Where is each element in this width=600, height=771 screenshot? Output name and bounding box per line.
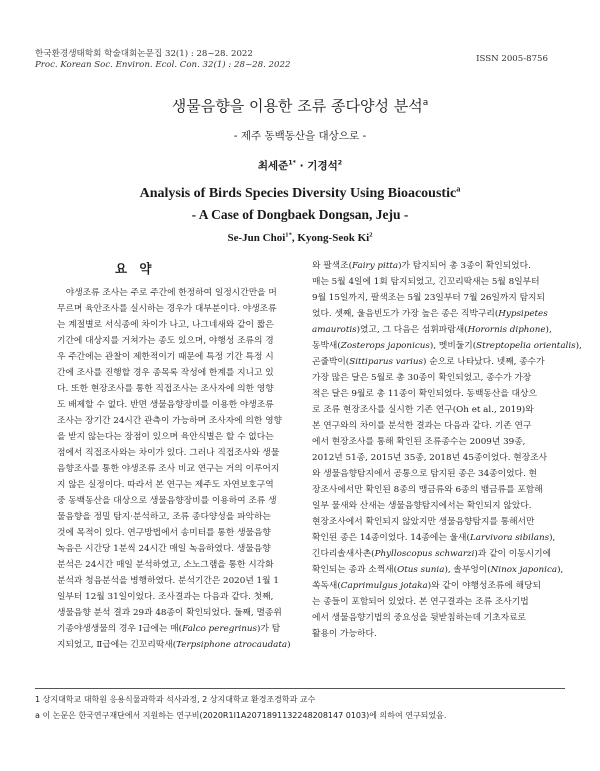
abstract-line: 와 생물음향탐지에서 공통으로 탐지된 종은 34종이었다. 현 xyxy=(312,469,538,479)
subtitle-en: - A Case of Dongbaek Dongsan, Jeju - xyxy=(191,207,409,222)
abstract-line: 로 조류 현장조사를 실시한 기존 연구(Oh et al., 2019)와 xyxy=(312,405,534,415)
abstract-line: 본 연구와의 차이를 분석한 결과는 다음과 같다. 기존 연구 xyxy=(312,421,532,431)
title-en-mark: a xyxy=(456,184,461,194)
abstract-line: 도 배제할 수 없다. 반면 생물음향장비를 이용한 야생조류 xyxy=(57,400,274,410)
journal-header-kr: 한국환경생태학회 학술대회논문집 32(1) : 28~28. 2022 xyxy=(35,49,253,59)
abstract-line: 분석은 24시간 매일 분석하였고, 소노그램을 통한 시각화 xyxy=(57,560,274,570)
abstract-line: 기간에 대상지를 거쳐가는 종도 있으며, 야행성 조류의 경 xyxy=(57,336,274,346)
abstract-line: 곤줄박이(Sittiparus varius) 순으로 나타났다. 넷째, 종수가 xyxy=(312,357,545,367)
abstract-line: 에서 생물음향기법의 중요성을 뒷받침하는데 기초자료로 xyxy=(312,613,526,623)
abstract-line: 가장 많은 달은 5월로 총 30종이 확인되었고, 종수가 가장 xyxy=(312,373,532,383)
abstract-line: 일부 물새와 산새는 생물음향탐지에서는 확인되지 않았다. xyxy=(312,501,532,511)
title-kr-mark: a xyxy=(422,98,429,108)
abstract-line: 확인되는 종과 소쩍새(Otus sunia), 솔부엉이(Ninox japonica), xyxy=(312,565,564,575)
authors-en: Se-Jun Choi$^{1*}$, Kyong-Seok Ki$^2$ xyxy=(227,231,373,244)
issn: ISSN 2005-8756 xyxy=(476,54,548,64)
abstract-line: 조사는 장기간 24시간 관측이 가능하며 조사자에 의한 영향 xyxy=(57,416,283,426)
abstract-line: 지되었고, Ⅱ급에는 긴꼬리딱새(Terpsiphone atrocaudata) xyxy=(57,640,291,650)
title-kr: 생물음향을 이용한 조류 종다양성 분석$^a$ xyxy=(171,97,429,115)
authors-kr: 최세준$^{1*}$ · 기경석$^2$ xyxy=(257,159,343,172)
abstract-line: amaurotis)였고, 그 다음은 섬휘파람새(Horornis diphone), xyxy=(312,325,552,335)
abstract-line: 장조사에서만 확인된 8종의 맹금류와 6종의 뱀금류를 포함해 xyxy=(312,485,543,495)
abstract-left-column xyxy=(57,285,307,653)
abstract-line: 기종야생생물의 경우 Ⅰ급에는 매(Falco peregrinus)가 탐 xyxy=(57,624,281,634)
abstract-line: 적은 달은 9월로 총 11종이 확인되었다. 동백동산을 대상으 xyxy=(312,389,537,399)
abstract-line: 9월 15일까지, 팔색조는 5월 23일부터 7월 26일까지 탐지되 xyxy=(312,293,545,303)
abstract-line: 일부터 12월 31일이었다. 조사결과는 다음과 같다. 첫째, xyxy=(57,592,274,602)
abstract-line: 녹음은 시간당 1분씩 24시간 매일 녹음하였다. 생물음향 xyxy=(57,544,271,554)
subtitle-kr: - 제주 동백동산을 대상으로 - xyxy=(233,130,367,142)
abstract-line: 매는 5월 4일에 1회 탐지되었고, 긴꼬리딱새는 5월 8일부터 xyxy=(312,277,540,287)
footnote-rule xyxy=(35,688,565,689)
abstract-line: 음향조사를 통한 야생조류 조사 비교 연구는 거의 이루어지 xyxy=(57,464,280,474)
abstract-line: 쏙독새(Caprimulgus jotaka)와 같이 야행성조류에 해당되 xyxy=(312,581,541,591)
abstract-heading: 요 약 xyxy=(115,261,156,276)
abstract-line: 다. 또한 현장조사를 통한 직접조사는 조사자에 의한 영향 xyxy=(57,384,274,394)
journal-header-en: Proc. Korean Soc. Environ. Ecol. Con. 32(1) : 28~28. 2022 xyxy=(35,60,291,70)
title-en: Analysis of Birds Species Diversity Using Bioacoustic$^a$ xyxy=(139,184,461,201)
abstract-line: 지 않은 실정이다. 따라서 본 연구는 제주도 자연보호구역 xyxy=(57,480,274,490)
abstract-line: 에서 현장조사를 통해 확인된 조류종수는 2009년 39종, xyxy=(312,437,526,447)
abstract-line: 생물음향 분석 결과 29과 48종이 확인되었다. 둘째, 멸종위 xyxy=(57,608,282,618)
abstract-line: 현장조사에서 확인되지 않았지만 생물음향탐지를 통해서만 xyxy=(312,517,535,527)
abstract-line: 물음향을 정밀 탐지·분석하고, 조류 종다양성을 파악하는 xyxy=(57,512,271,522)
abstract-line: 무르며 육안조사를 실시하는 경우가 대부분이다. 야생조류 xyxy=(57,304,277,314)
abstract-line: 활용이 가능하다. xyxy=(312,629,377,639)
abstract-line: 야생조류 조사는 주로 주간에 한정하여 일정시간만을 머 xyxy=(57,288,277,298)
abstract-line: 간에 조사를 진행할 경우 종목록 작성에 한계를 지니고 있 xyxy=(57,368,274,378)
footnote-funding: a 이 논문은 한국연구재단에서 지원하는 연구비(2020R1I1A2071891132248208147 0103)에 의하여 연구되었음. xyxy=(35,711,447,720)
abstract-line: 것에 목적이 있다. 연구방법에서 송미터를 통한 생물음향 xyxy=(57,528,271,538)
abstract-line: 었다. 셋째, 울음빈도가 가장 높은 종은 직박구리(Hypsipetes xyxy=(312,309,548,319)
footnote-affiliations: 1 상지대학교 대학원 응용식물과학과 석사과정, 2 상지대학교 환경조경학과 교수 xyxy=(35,695,316,704)
abstract-line: 2012년 51종, 2015년 35종, 2018년 45종이었다. 현장조사 xyxy=(312,453,548,463)
abstract-line: 우 주간에는 관찰이 제한적이기 때문에 특정 기간 특정 시 xyxy=(57,352,274,362)
abstract-line: 점에서 직접조사와는 차이가 있다. 그러나 직접조사와 생물 xyxy=(57,448,280,458)
abstract-line: 을 받지 않는다는 장점이 있으며 육안식별은 할 수 없다는 xyxy=(57,432,274,442)
abstract-line: 분석과 청음분석을 병행하였다. 분석기간은 2020년 1월 1 xyxy=(57,576,279,586)
abstract-line: 는 종들이 포함되어 있었다. 본 연구결과는 조류 조사기법 xyxy=(312,597,529,607)
abstract-line: 동박새(Zosterops japonicus), 멧비둘기(Streptopelia orientalis), xyxy=(312,341,582,351)
abstract-line: 는 계절별로 서식종에 차이가 나고, 나그네새와 같이 짧은 xyxy=(57,320,274,330)
abstract-right-column xyxy=(312,258,582,642)
abstract-line: 확인된 종은 14종이었다. 14종에는 울새(Larvivora sibilans), xyxy=(312,533,556,543)
abstract-line: 중 동백동산을 대상으로 생물음향장비를 이용하여 조류 생 xyxy=(57,496,277,506)
abstract-line: 긴다리솔새사촌(Phylloscopus schwarzi)과 같이 이동시기에 xyxy=(312,549,552,559)
abstract-line: 와 팔색조(Fairy pitta)가 탐지되어 총 3종이 확인되었다. xyxy=(312,261,531,271)
